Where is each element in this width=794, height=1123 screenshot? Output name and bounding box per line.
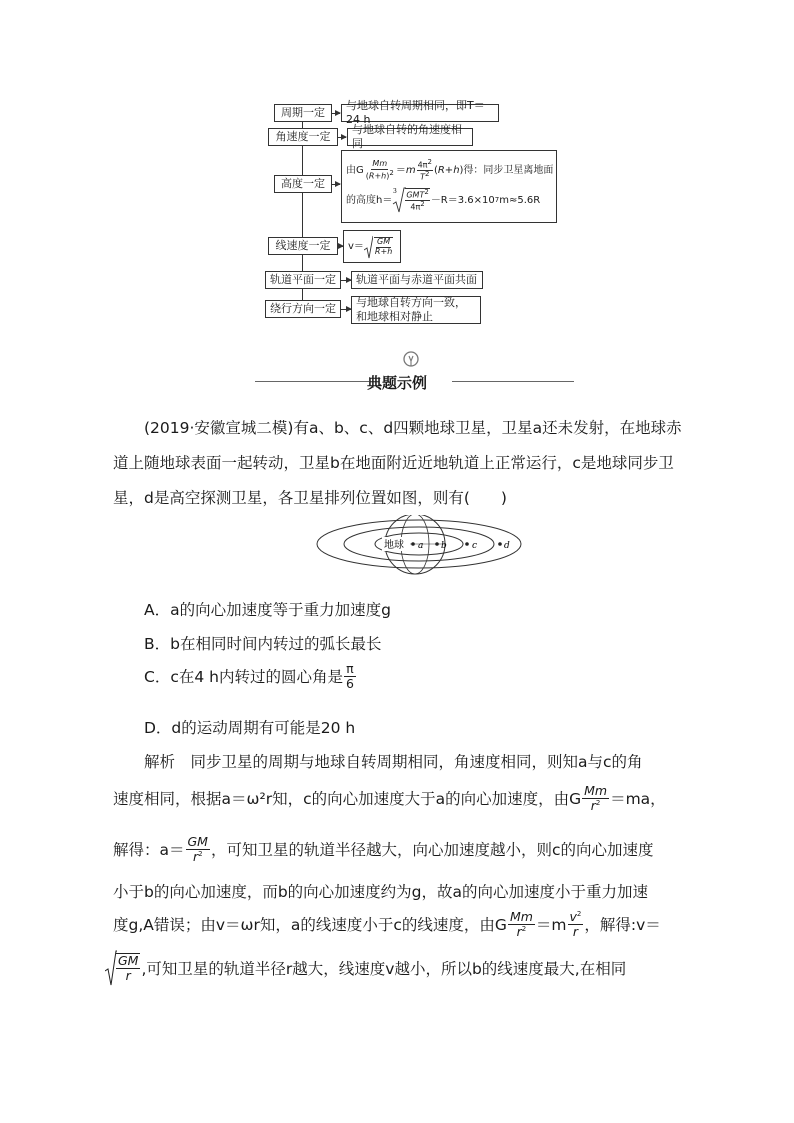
question-stem xyxy=(113,411,685,516)
analysis-line-5 xyxy=(113,907,685,941)
option-d[interactable] xyxy=(144,716,355,738)
analysis-l6-text: ,可知卫星的轨道半径r越大，线速度v越小，所以b的线速度最大,在相同 xyxy=(141,960,627,978)
flow-right-period xyxy=(341,98,499,126)
velocity-root-fraction: $\frac{GM}{r}$ xyxy=(118,953,139,983)
flow-left-height xyxy=(274,175,332,193)
velocity-squared-fraction: $\frac{v^2}{r}$ xyxy=(569,908,582,939)
flow-height2-pre: 的高度h＝ xyxy=(346,194,393,206)
flow-left-plane-label: 轨道平面一定 xyxy=(270,272,336,286)
analysis-l1-text: 解析 同步卫星的周期与地球自转周期相同，角速度相同，则知a与c的角 xyxy=(144,753,643,771)
flow-arrow-period xyxy=(332,113,340,114)
option-c-den: 6 xyxy=(345,675,354,691)
analysis-l5-mid: ＝m xyxy=(535,916,567,934)
flow-left-omega xyxy=(268,128,338,146)
option-c-fraction xyxy=(344,662,356,691)
sqrt-icon xyxy=(364,234,373,260)
flow-left-period xyxy=(274,104,332,122)
satellite-c-dot xyxy=(465,542,469,546)
flow-height2-post: －R＝3.6×10 xyxy=(430,194,495,206)
cube-root-icon xyxy=(392,186,406,214)
acceleration-fraction: $\frac{GM}{r^2}$ xyxy=(187,833,208,864)
flow-right-period-text: 与地球自转周期相同，即T＝24 h xyxy=(346,98,485,126)
analysis-l5-pre: 度g,A错误；由v＝ωr知，a的线速度小于c的线速度，由G xyxy=(113,916,507,934)
label-earth: 地球 xyxy=(384,540,404,551)
option-c-num: π xyxy=(346,661,354,676)
analysis-l2-post: ＝ma， xyxy=(610,790,666,808)
flow-right-velocity xyxy=(343,230,401,263)
analysis-line-1 xyxy=(113,750,716,772)
option-c-text: C．c在4 h内转过的圆心角是 xyxy=(144,668,343,687)
flow-arrow-omega xyxy=(338,137,346,138)
flow-left-height-label: 高度一定 xyxy=(281,176,325,190)
flow-left-plane xyxy=(265,271,341,289)
label-b: b xyxy=(441,541,447,551)
flow-left-direction-label: 绕行方向一定 xyxy=(270,301,336,315)
flow-height-fraction: $\frac{\text{GMT2}}{4\pi 2}$ xyxy=(406,188,429,212)
flow-right-height-line1: 由G $\frac{Mm}{(R+h)2}$ ＝m $\frac{4\pi 2}{T2}$ (R+h) 得：同步卫星离地面 xyxy=(346,157,554,182)
analysis-line-2 xyxy=(113,783,685,813)
flow-gravity-fraction: $\frac{Mm}{(R+h)2}$ xyxy=(365,159,394,181)
option-b-text: B．b在相同时间内转过的弧长最长 xyxy=(144,635,382,653)
section-title: 典题示例 xyxy=(366,374,427,392)
option-a[interactable] xyxy=(144,598,391,620)
flow-right-plane-text: 轨道平面与赤道平面共面 xyxy=(356,272,477,286)
option-a-text: A．a的向心加速度等于重力加速度g xyxy=(144,601,391,619)
flow-height2-tail: m≈5.6R xyxy=(499,194,541,206)
flow-height2-exp: 7 xyxy=(494,195,500,204)
svg-text:3: 3 xyxy=(393,188,398,196)
lightbulb-icon xyxy=(402,351,420,369)
flow-right-direction xyxy=(351,296,481,324)
label-c: c xyxy=(472,541,478,551)
flow-left-velocity-label: 线速度一定 xyxy=(275,238,331,252)
question-stem-text: (2019·安徽宣城二模)有a、b、c、d四颗地球卫星，卫星a还未发射，在地球赤道上随地球表面一起转动，卫星b在地面附近近地轨道上正常运行，c是地球同步卫星，d是高空探测卫星，各卫星排列位置如图，则有( ) xyxy=(113,419,682,507)
flow-right-height-line2 xyxy=(346,186,540,214)
orbit-diagram xyxy=(315,515,525,577)
gravity-fraction-1: $\frac{Mm}{r^2}$ xyxy=(584,782,608,813)
flow-arrow-plane xyxy=(341,280,351,281)
flow-right-omega-text: 与地球自转的角速度相同 xyxy=(352,122,462,150)
flow-left-velocity xyxy=(268,237,338,255)
analysis-line-4 xyxy=(113,880,685,902)
satellite-a-dot xyxy=(411,542,415,546)
flow-left-direction xyxy=(265,300,341,318)
divider-right xyxy=(452,381,574,382)
analysis-l4-text: 小于b的向心加速度，而b的向心加速度约为g，故a的向心加速度小于重力加速 xyxy=(113,883,649,901)
flow-right-direction-text: 与地球自转方向一致，和地球相对静止 xyxy=(356,296,466,323)
analysis-l3-post: ，可知卫星的轨道半径越大，向心加速度越小，则c的向心加速度 xyxy=(210,841,654,859)
satellite-d-dot xyxy=(498,542,502,546)
flow-height-post: 得：同步卫星离地面 xyxy=(463,165,554,176)
label-d: d xyxy=(504,541,510,551)
analysis-l3-pre: 解得：a＝ xyxy=(113,841,185,859)
flow-arrow-height xyxy=(332,184,340,185)
satellite-b-dot xyxy=(435,542,439,546)
flow-left-period-label: 周期一定 xyxy=(281,105,325,119)
option-b[interactable] xyxy=(144,632,381,654)
label-a: a xyxy=(418,541,424,551)
analysis-l5-post: ，解得:v＝ xyxy=(584,916,661,934)
flow-right-plane xyxy=(351,271,483,289)
analysis-l2-pre: 速度相同，根据a＝ω²r知，c的向心加速度大于a的向心加速度，由G xyxy=(113,790,582,808)
flow-right-omega xyxy=(347,122,473,150)
option-d-text: D．d的运动周期有可能是20 h xyxy=(144,719,356,737)
flow-velocity-pre: v＝ xyxy=(348,241,364,252)
analysis-line-3 xyxy=(113,832,685,866)
flow-left-omega-label: 角速度一定 xyxy=(275,129,331,143)
flow-velocity-fraction: $\frac{GM}{R+h}$ xyxy=(374,237,393,256)
flow-centripetal-fraction: $\frac{4\pi 2}{T2}$ xyxy=(417,157,432,182)
option-c[interactable] xyxy=(144,662,357,691)
analysis-line-6 xyxy=(105,948,677,988)
gravity-fraction-2: $\frac{Mm}{r^2}$ xyxy=(509,908,533,939)
flow-height-pre: 由G xyxy=(346,165,364,176)
flow-arrow-direction xyxy=(341,309,351,310)
flow-right-height xyxy=(341,150,557,223)
